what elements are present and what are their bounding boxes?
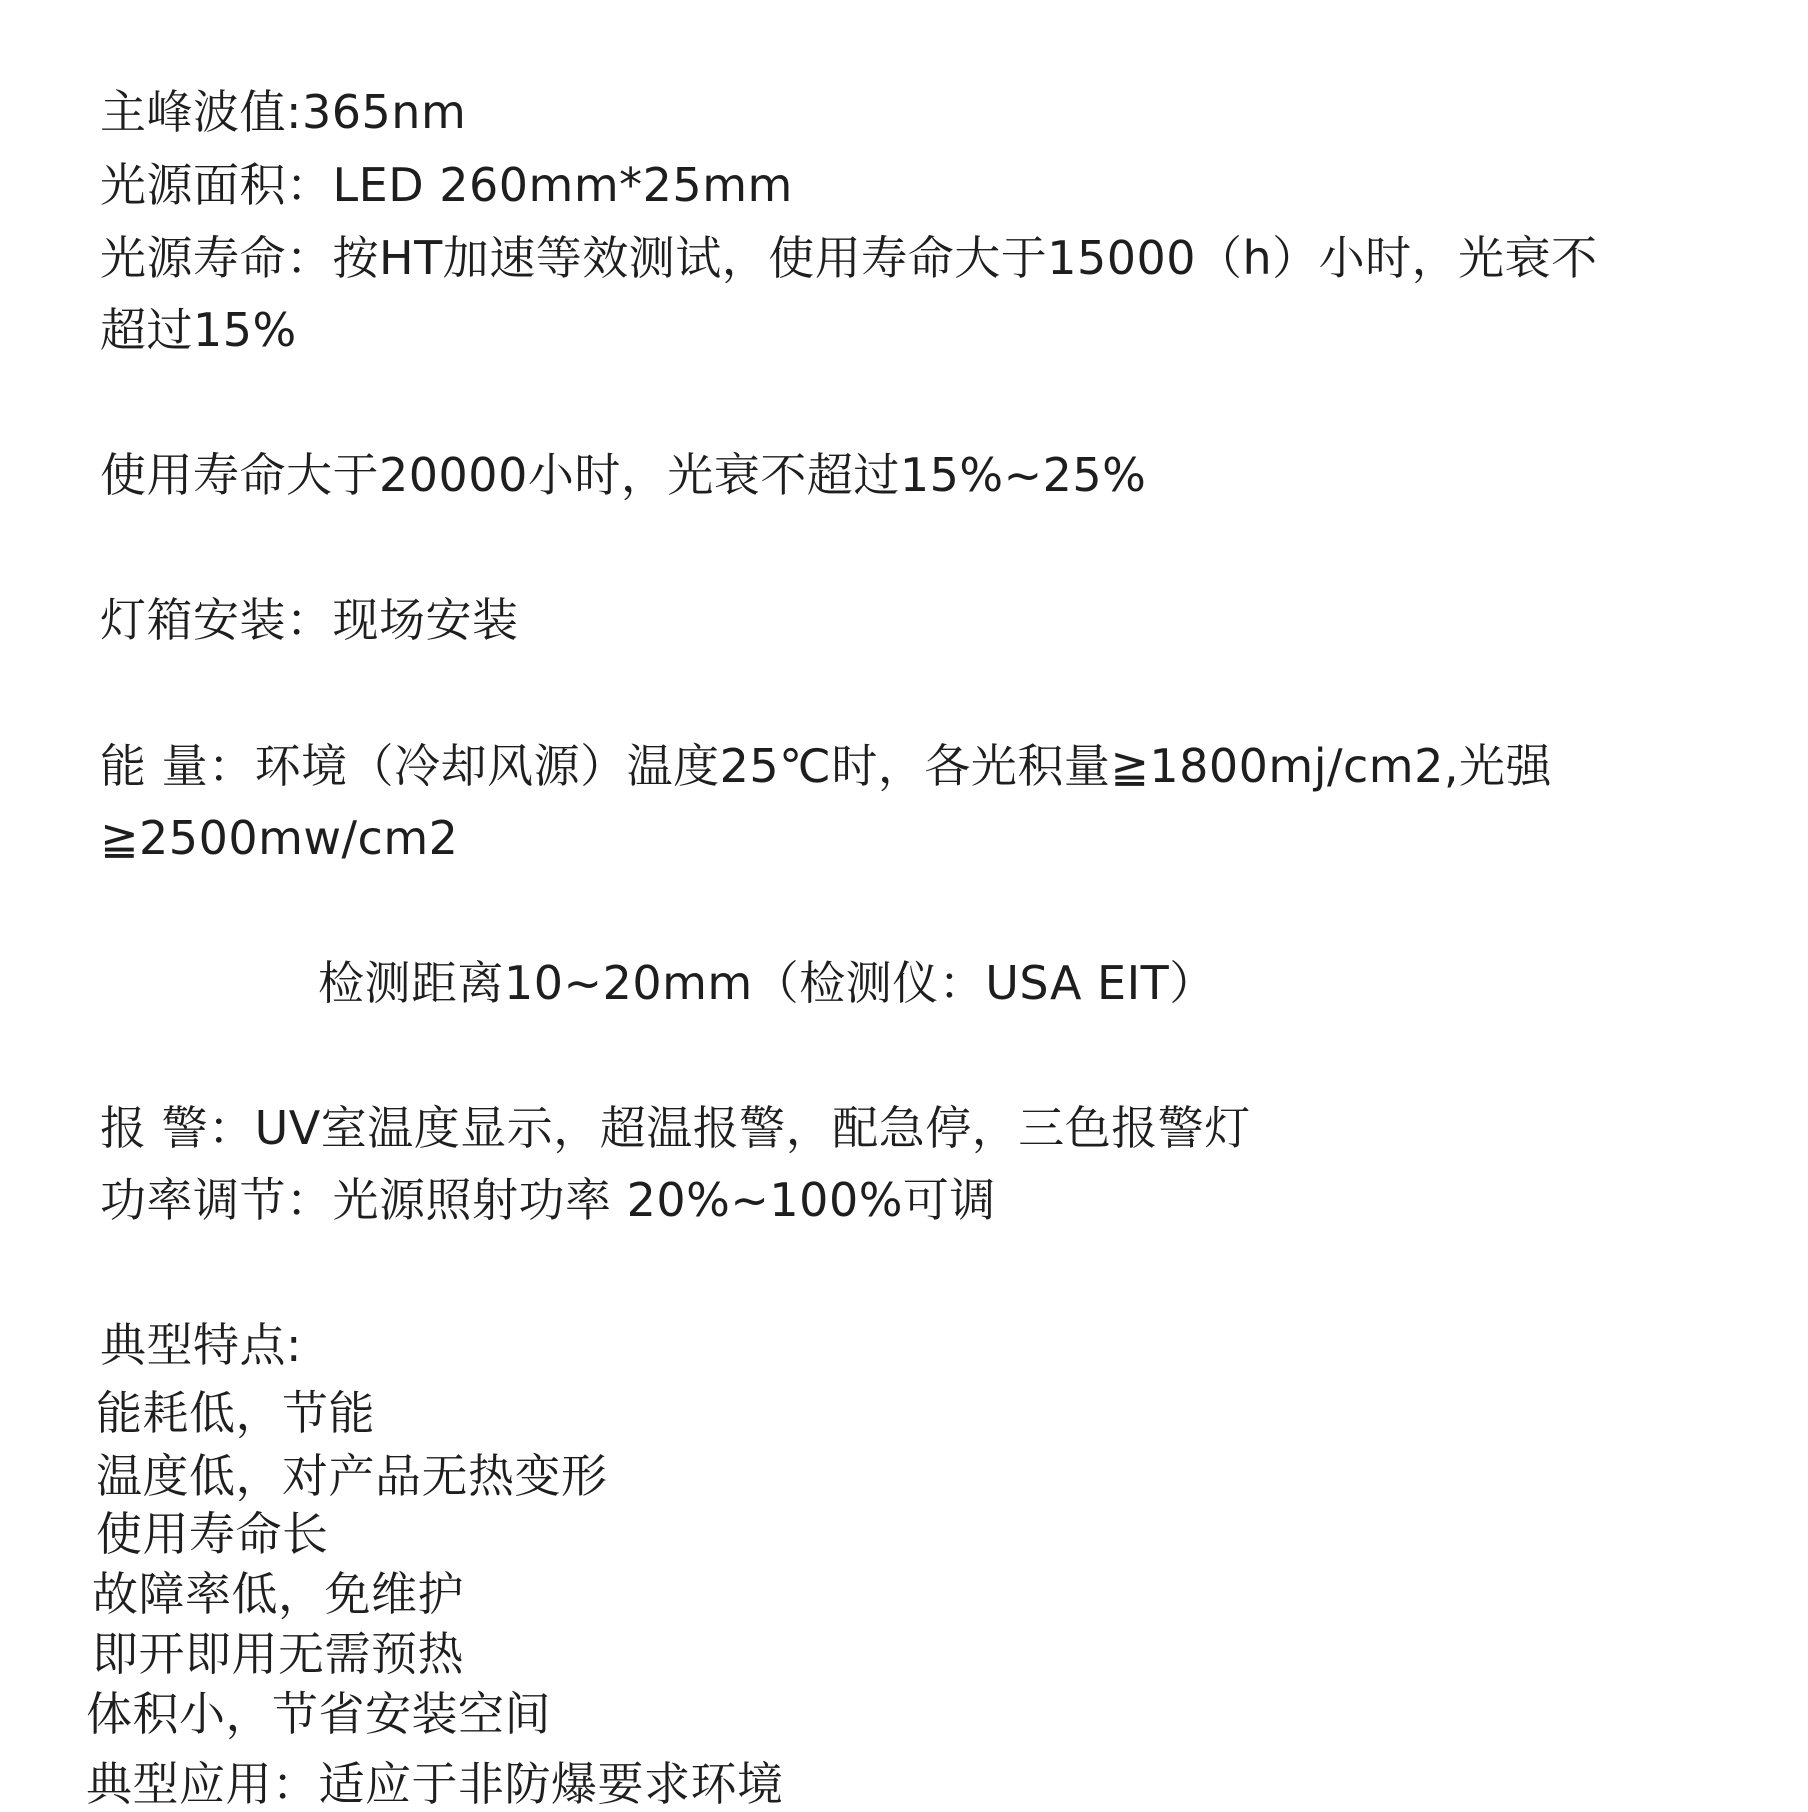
spec-lifetime-line2: 超过15% [100,303,297,357]
spec-light-area: 光源面积：LED 260mm*25mm [100,158,793,212]
applications: 典型应用：适应于非防爆要求环境 [86,1757,784,1811]
feature-item: 即开即用无需预热 [92,1627,464,1681]
spec-lifetime-alt: 使用寿命大于20000小时，光衰不超过15%~25% [100,448,1147,502]
spec-energy-line2: ≧2500mw/cm2 [100,811,459,865]
feature-item: 故障率低，免维护 [92,1567,464,1621]
feature-item: 温度低，对产品无热变形 [96,1449,608,1503]
spec-peak-wavelength: 主峰波值:365nm [100,85,467,139]
spec-power-adjust: 功率调节：光源照射功率 20%~100%可调 [100,1173,996,1227]
spec-energy-line1: 能 量：环境（冷却风源）温度25℃时，各光积量≧1800mj/cm2,光强 [100,739,1553,793]
spec-installation: 灯箱安装：现场安装 [100,593,519,647]
feature-item: 使用寿命长 [96,1507,329,1561]
feature-item: 体积小，节省安装空间 [86,1687,551,1741]
spec-lifetime-line1: 光源寿命：按HT加速等效测试，使用寿命大于15000（h）小时，光衰不 [100,231,1598,285]
spec-alarm: 报 警：UV室温度显示，超温报警，配急停，三色报警灯 [100,1101,1251,1155]
features-title: 典型特点: [100,1318,302,1372]
spec-detection: 检测距离10~20mm（检测仪：USA EIT） [318,956,1216,1010]
feature-item: 能耗低，节能 [96,1386,375,1440]
